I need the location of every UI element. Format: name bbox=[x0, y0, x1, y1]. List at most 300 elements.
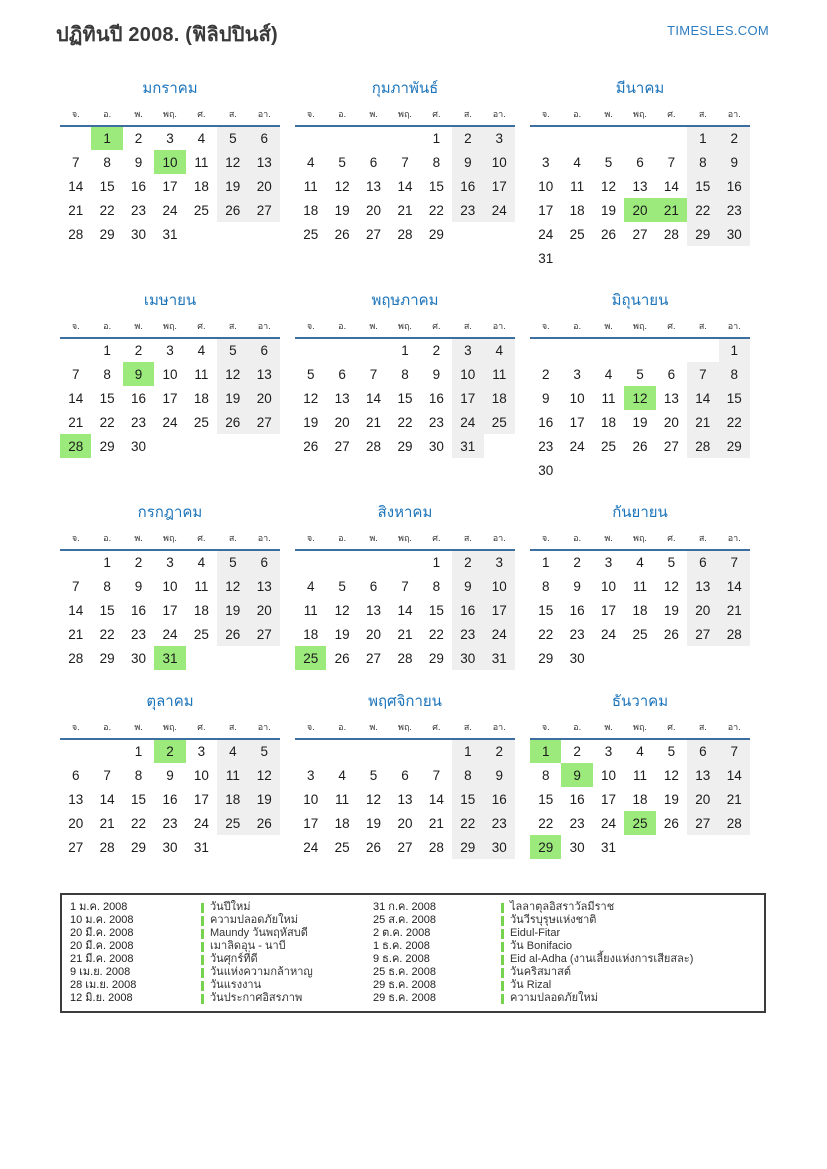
day-cell: 28 bbox=[60, 434, 91, 458]
day-cell: 30 bbox=[428, 438, 444, 454]
holiday-marker-icon bbox=[501, 955, 504, 965]
day-cell: 6 bbox=[401, 767, 409, 783]
day-cell: 14 bbox=[68, 178, 84, 194]
day-cell-empty bbox=[421, 739, 452, 763]
week-row bbox=[60, 550, 280, 574]
day-cell: 17 bbox=[193, 791, 209, 807]
holiday-marker-icon bbox=[201, 929, 204, 939]
day-cell: 20 bbox=[249, 386, 280, 410]
weekday-header: พ. bbox=[358, 319, 389, 338]
week-row bbox=[60, 126, 280, 150]
day-cell: 24 bbox=[303, 839, 319, 855]
day-cell-empty bbox=[656, 338, 687, 362]
legend-holiday-label: วันคริสมาสต์ bbox=[510, 966, 571, 978]
day-cell: 17 bbox=[162, 602, 178, 618]
legend-date: 25 ส.ค. 2008 bbox=[373, 914, 437, 926]
day-cell: 28 bbox=[366, 438, 382, 454]
day-cell-empty bbox=[358, 739, 389, 763]
day-cell: 28 bbox=[68, 650, 84, 666]
month-title: ตุลาคม bbox=[146, 693, 194, 710]
day-cell: 26 bbox=[217, 198, 248, 222]
day-cell: 8 bbox=[103, 578, 111, 594]
day-cell: 12 bbox=[663, 578, 679, 594]
holiday-marker-icon bbox=[201, 955, 204, 965]
weekday-header: พ. bbox=[593, 107, 624, 126]
day-cell: 16 bbox=[131, 178, 147, 194]
month-3 bbox=[530, 76, 750, 270]
month-calendar bbox=[60, 107, 280, 246]
month-7 bbox=[60, 500, 280, 670]
day-cell: 20 bbox=[663, 414, 679, 430]
day-cell: 16 bbox=[569, 602, 585, 618]
day-cell: 13 bbox=[687, 574, 718, 598]
day-cell: 5 bbox=[636, 366, 644, 382]
weekday-header: จ. bbox=[530, 531, 561, 550]
day-cell: 2 bbox=[719, 126, 750, 150]
week-row bbox=[295, 598, 515, 622]
day-cell: 25 bbox=[303, 226, 319, 242]
weekday-header: พฤ. bbox=[154, 531, 185, 550]
day-cell: 14 bbox=[68, 602, 84, 618]
day-cell: 24 bbox=[601, 626, 617, 642]
day-cell: 25 bbox=[193, 202, 209, 218]
week-row bbox=[295, 646, 515, 670]
day-cell: 3 bbox=[484, 126, 515, 150]
day-cell-empty bbox=[593, 338, 624, 362]
day-cell: 18 bbox=[569, 202, 585, 218]
week-row bbox=[530, 338, 750, 362]
legend-holiday-label: ความปลอดภัยใหม่ bbox=[510, 992, 599, 1004]
day-cell: 7 bbox=[432, 767, 441, 783]
day-cell-empty bbox=[60, 126, 91, 150]
day-cell: 31 bbox=[601, 839, 617, 855]
day-cell: 11 bbox=[194, 366, 209, 382]
weekday-header: อา. bbox=[484, 107, 515, 126]
month-title: ธันวาคม bbox=[611, 693, 669, 710]
day-cell: 17 bbox=[601, 602, 617, 618]
holiday-marker-icon bbox=[501, 994, 504, 1004]
weekday-header: ศ. bbox=[421, 107, 452, 126]
day-cell: 24 bbox=[193, 815, 209, 831]
day-cell: 18 bbox=[334, 815, 350, 831]
day-cell: 4 bbox=[197, 131, 206, 146]
day-cell-empty bbox=[326, 338, 357, 362]
week-row bbox=[60, 174, 280, 198]
legend-date: 9 เม.ย. 2008 bbox=[70, 966, 131, 978]
day-cell: 27 bbox=[249, 410, 280, 434]
weekday-header: อา. bbox=[719, 720, 750, 739]
day-cell: 26 bbox=[217, 622, 248, 646]
day-cell: 3 bbox=[573, 366, 581, 382]
day-cell: 29 bbox=[397, 438, 413, 454]
day-cell: 5 bbox=[604, 154, 613, 170]
day-cell-empty bbox=[561, 246, 592, 270]
week-row bbox=[530, 386, 750, 410]
day-cell: 15 bbox=[719, 386, 750, 410]
legend-date: 20 มี.ค. 2008 bbox=[70, 927, 134, 939]
day-cell: 6 bbox=[71, 767, 80, 783]
day-cell: 31 bbox=[154, 646, 185, 670]
day-cell: 26 bbox=[217, 410, 248, 434]
day-cell-empty bbox=[60, 739, 91, 763]
week-row bbox=[60, 150, 280, 174]
day-cell: 30 bbox=[569, 650, 585, 666]
weekday-header: ส. bbox=[452, 107, 483, 126]
day-cell: 11 bbox=[194, 578, 209, 594]
day-cell: 28 bbox=[719, 811, 750, 835]
day-cell: 10 bbox=[162, 578, 178, 594]
legend-date: 1 ธ.ค. 2008 bbox=[373, 940, 430, 952]
day-cell-empty bbox=[656, 126, 687, 150]
day-cell: 10 bbox=[452, 362, 483, 386]
weekday-header: พ. bbox=[593, 720, 624, 739]
day-cell: 29 bbox=[428, 226, 444, 242]
day-cell: 8 bbox=[103, 154, 111, 170]
day-cell: 3 bbox=[452, 338, 483, 362]
day-cell: 23 bbox=[569, 815, 585, 831]
day-cell: 28 bbox=[687, 434, 718, 458]
day-cell-empty bbox=[249, 835, 280, 859]
day-cell: 7 bbox=[71, 578, 80, 594]
weekday-header: ศ. bbox=[186, 319, 217, 338]
day-cell: 14 bbox=[397, 602, 413, 618]
day-cell: 21 bbox=[719, 787, 750, 811]
day-cell: 12 bbox=[663, 767, 679, 783]
day-cell-empty bbox=[687, 835, 718, 859]
day-cell: 1 bbox=[432, 555, 441, 570]
weekday-header: ศ. bbox=[186, 720, 217, 739]
day-cell: 23 bbox=[428, 414, 444, 430]
day-cell: 22 bbox=[719, 410, 750, 434]
day-cell: 25 bbox=[295, 646, 326, 670]
week-row bbox=[530, 835, 750, 859]
day-cell: 26 bbox=[249, 811, 280, 835]
day-cell: 7 bbox=[401, 578, 409, 594]
day-cell: 1 bbox=[401, 343, 409, 358]
day-cell: 5 bbox=[369, 767, 378, 783]
day-cell: 22 bbox=[397, 414, 413, 430]
day-cell: 16 bbox=[131, 602, 147, 618]
day-cell: 13 bbox=[249, 150, 280, 174]
weekday-header: อา. bbox=[249, 319, 280, 338]
legend-holiday-name bbox=[201, 927, 373, 940]
day-cell: 24 bbox=[162, 202, 178, 218]
day-cell: 9 bbox=[166, 767, 174, 783]
legend-date: 29 ธ.ค. 2008 bbox=[373, 992, 437, 1004]
day-cell: 9 bbox=[134, 154, 143, 170]
holiday-marker-icon bbox=[201, 994, 204, 1004]
legend-holiday-name bbox=[201, 966, 373, 979]
day-cell: 18 bbox=[303, 202, 319, 218]
holiday-marker-icon bbox=[201, 942, 204, 952]
day-cell: 8 bbox=[541, 767, 550, 783]
week-row bbox=[295, 787, 515, 811]
day-cell: 13 bbox=[632, 178, 648, 194]
day-cell: 23 bbox=[452, 198, 483, 222]
legend-holiday-label: วันแห่งความกล้าหาญ bbox=[210, 966, 313, 978]
month-calendar bbox=[530, 107, 750, 270]
day-cell: 1 bbox=[432, 131, 441, 146]
week-row bbox=[530, 763, 750, 787]
day-cell: 16 bbox=[484, 787, 515, 811]
day-cell: 11 bbox=[217, 763, 248, 787]
day-cell: 14 bbox=[719, 574, 750, 598]
legend-holiday-name bbox=[501, 992, 760, 1005]
weekday-header: พฤ. bbox=[389, 319, 420, 338]
day-cell: 14 bbox=[397, 178, 413, 194]
week-row bbox=[60, 574, 280, 598]
weekday-header: อ. bbox=[561, 720, 592, 739]
day-cell-empty bbox=[656, 646, 687, 670]
day-cell: 31 bbox=[484, 646, 515, 670]
weekday-header: ศ. bbox=[656, 720, 687, 739]
day-cell: 4 bbox=[197, 555, 206, 570]
day-cell: 5 bbox=[217, 126, 248, 150]
day-cell: 1 bbox=[103, 555, 111, 570]
day-cell: 5 bbox=[667, 744, 676, 759]
holiday-marker-icon bbox=[501, 942, 504, 952]
weekday-header: จ. bbox=[530, 720, 561, 739]
day-cell: 22 bbox=[428, 202, 444, 218]
week-row bbox=[530, 622, 750, 646]
day-cell: 8 bbox=[103, 366, 111, 382]
day-cell: 2 bbox=[134, 555, 143, 570]
day-cell-empty bbox=[593, 458, 624, 482]
day-cell: 24 bbox=[162, 414, 178, 430]
day-cell: 3 bbox=[166, 555, 174, 570]
weekday-header: อ. bbox=[91, 720, 122, 739]
day-cell: 2 bbox=[432, 343, 441, 358]
day-cell: 12 bbox=[217, 150, 248, 174]
day-cell: 2 bbox=[573, 555, 581, 570]
day-cell: 23 bbox=[452, 622, 483, 646]
month-calendar bbox=[530, 720, 750, 859]
day-cell: 27 bbox=[366, 226, 382, 242]
month-title: มีนาคม bbox=[615, 80, 665, 97]
day-cell: 22 bbox=[428, 626, 444, 642]
day-cell: 30 bbox=[162, 839, 178, 855]
months-grid bbox=[60, 76, 827, 859]
day-cell: 10 bbox=[303, 791, 319, 807]
day-cell: 26 bbox=[601, 226, 617, 242]
day-cell: 6 bbox=[338, 366, 346, 382]
day-cell: 22 bbox=[99, 414, 115, 430]
day-cell: 25 bbox=[193, 626, 209, 642]
day-cell: 13 bbox=[334, 390, 350, 406]
day-cell: 6 bbox=[249, 126, 280, 150]
day-cell: 18 bbox=[193, 602, 209, 618]
month-calendar bbox=[60, 720, 280, 859]
weekday-header: อ. bbox=[91, 319, 122, 338]
day-cell: 3 bbox=[197, 744, 206, 759]
day-cell: 1 bbox=[103, 343, 111, 358]
site-link[interactable]: TIMESLES.COM bbox=[667, 23, 769, 38]
legend-holiday-name bbox=[501, 979, 760, 992]
day-cell: 7 bbox=[719, 739, 750, 763]
day-cell: 12 bbox=[249, 763, 280, 787]
day-cell: 18 bbox=[484, 386, 515, 410]
day-cell: 21 bbox=[99, 815, 115, 831]
day-cell-empty bbox=[530, 126, 561, 150]
day-cell: 26 bbox=[366, 839, 382, 855]
day-cell: 18 bbox=[632, 602, 648, 618]
day-cell: 9 bbox=[432, 366, 441, 382]
day-cell: 23 bbox=[162, 815, 178, 831]
holiday-marker-icon bbox=[501, 981, 504, 991]
weekday-header: อ. bbox=[91, 107, 122, 126]
day-cell: 14 bbox=[663, 178, 679, 194]
weekday-header: พ. bbox=[123, 531, 154, 550]
day-cell: 14 bbox=[428, 791, 444, 807]
day-cell: 12 bbox=[217, 574, 248, 598]
week-row bbox=[295, 763, 515, 787]
day-cell: 19 bbox=[334, 626, 350, 642]
day-cell: 24 bbox=[538, 226, 554, 242]
day-cell: 29 bbox=[719, 434, 750, 458]
weekday-header: พ. bbox=[123, 720, 154, 739]
day-cell: 19 bbox=[632, 414, 648, 430]
day-cell: 4 bbox=[338, 767, 346, 783]
day-cell: 2 bbox=[573, 744, 581, 759]
week-row bbox=[60, 646, 280, 670]
day-cell: 20 bbox=[624, 198, 655, 222]
legend-holiday-name bbox=[201, 953, 373, 966]
day-cell-empty bbox=[186, 222, 217, 246]
day-cell: 9 bbox=[484, 763, 515, 787]
month-calendar bbox=[295, 319, 515, 458]
day-cell-empty bbox=[249, 222, 280, 246]
day-cell: 5 bbox=[338, 154, 346, 170]
legend-date: 29 ธ.ค. 2008 bbox=[373, 979, 437, 991]
day-cell: 6 bbox=[369, 578, 378, 594]
day-cell-empty bbox=[249, 646, 280, 670]
day-cell: 12 bbox=[624, 386, 655, 410]
week-row bbox=[60, 835, 280, 859]
weekday-header: ส. bbox=[217, 531, 248, 550]
day-cell: 28 bbox=[719, 622, 750, 646]
weekday-header: อ. bbox=[326, 531, 357, 550]
week-row bbox=[530, 646, 750, 670]
weekday-header: อ. bbox=[91, 531, 122, 550]
legend-date: 28 เม.ย. 2008 bbox=[70, 979, 137, 991]
day-cell: 12 bbox=[601, 178, 617, 194]
day-cell: 13 bbox=[687, 763, 718, 787]
weekday-header: อ. bbox=[561, 319, 592, 338]
weekday-header: ส. bbox=[452, 531, 483, 550]
weekday-header: พ. bbox=[123, 319, 154, 338]
day-cell: 28 bbox=[68, 226, 84, 242]
day-cell-empty bbox=[91, 739, 122, 763]
day-cell-empty bbox=[624, 246, 655, 270]
day-cell: 22 bbox=[538, 815, 554, 831]
day-cell: 27 bbox=[687, 622, 718, 646]
day-cell: 13 bbox=[249, 362, 280, 386]
day-cell: 31 bbox=[162, 226, 178, 242]
day-cell-empty bbox=[60, 550, 91, 574]
day-cell-empty bbox=[154, 434, 185, 458]
week-row bbox=[295, 811, 515, 835]
day-cell: 6 bbox=[369, 154, 378, 170]
day-cell: 8 bbox=[687, 150, 718, 174]
day-cell: 3 bbox=[484, 550, 515, 574]
day-cell-empty bbox=[561, 338, 592, 362]
month-4 bbox=[60, 288, 280, 458]
day-cell-empty bbox=[561, 458, 592, 482]
month-12 bbox=[530, 689, 750, 859]
day-cell: 18 bbox=[632, 791, 648, 807]
week-row bbox=[295, 386, 515, 410]
day-cell: 3 bbox=[604, 555, 613, 570]
holiday-marker-icon bbox=[201, 903, 204, 913]
weekday-header: อา. bbox=[249, 531, 280, 550]
legend-holiday-label: วันแรงงาน bbox=[210, 979, 262, 991]
day-cell: 1 bbox=[452, 739, 483, 763]
day-cell: 27 bbox=[632, 226, 648, 242]
day-cell: 23 bbox=[569, 626, 585, 642]
week-row bbox=[295, 198, 515, 222]
day-cell: 7 bbox=[369, 366, 378, 382]
day-cell: 5 bbox=[667, 555, 676, 570]
day-cell-empty bbox=[217, 835, 248, 859]
weekday-header: อ. bbox=[561, 107, 592, 126]
weekday-header: พฤ. bbox=[389, 531, 420, 550]
month-title: เมษายน bbox=[143, 292, 197, 309]
week-row bbox=[530, 787, 750, 811]
day-cell: 23 bbox=[484, 811, 515, 835]
week-row bbox=[530, 126, 750, 150]
week-row bbox=[530, 434, 750, 458]
page-title: ปฏิทินปี 2008. (ฟิลิปปินส์) bbox=[56, 24, 278, 46]
day-cell: 19 bbox=[217, 598, 248, 622]
week-row bbox=[530, 174, 750, 198]
holiday-legend bbox=[60, 893, 766, 1013]
legend-date: 1 ม.ค. 2008 bbox=[70, 901, 128, 913]
week-row bbox=[295, 174, 515, 198]
day-cell: 1 bbox=[134, 744, 143, 759]
day-cell: 19 bbox=[366, 815, 382, 831]
day-cell-empty bbox=[593, 126, 624, 150]
day-cell-empty bbox=[624, 338, 655, 362]
day-cell: 29 bbox=[99, 650, 115, 666]
day-cell: 9 bbox=[134, 578, 143, 594]
week-row bbox=[295, 835, 515, 859]
day-cell: 27 bbox=[249, 622, 280, 646]
day-cell: 19 bbox=[249, 787, 280, 811]
day-cell: 9 bbox=[123, 362, 154, 386]
weekday-header: จ. bbox=[295, 319, 326, 338]
day-cell: 26 bbox=[663, 815, 679, 831]
day-cell-empty bbox=[217, 646, 248, 670]
day-cell: 27 bbox=[366, 650, 382, 666]
day-cell: 16 bbox=[569, 791, 585, 807]
weekday-header: พฤ. bbox=[624, 107, 655, 126]
day-cell: 21 bbox=[656, 198, 687, 222]
day-cell-empty bbox=[295, 739, 326, 763]
day-cell: 30 bbox=[569, 839, 585, 855]
week-row bbox=[530, 246, 750, 270]
day-cell-empty bbox=[624, 126, 655, 150]
day-cell: 8 bbox=[432, 154, 441, 170]
day-cell: 29 bbox=[538, 650, 554, 666]
legend-holiday-label: Eidul-Fitar bbox=[510, 927, 561, 939]
week-row bbox=[530, 811, 750, 835]
day-cell: 7 bbox=[71, 366, 80, 382]
weekday-header: อา. bbox=[484, 531, 515, 550]
month-calendar bbox=[295, 107, 515, 246]
day-cell-empty bbox=[358, 126, 389, 150]
legend-holiday-name bbox=[201, 940, 373, 953]
weekday-header: พฤ. bbox=[154, 720, 185, 739]
